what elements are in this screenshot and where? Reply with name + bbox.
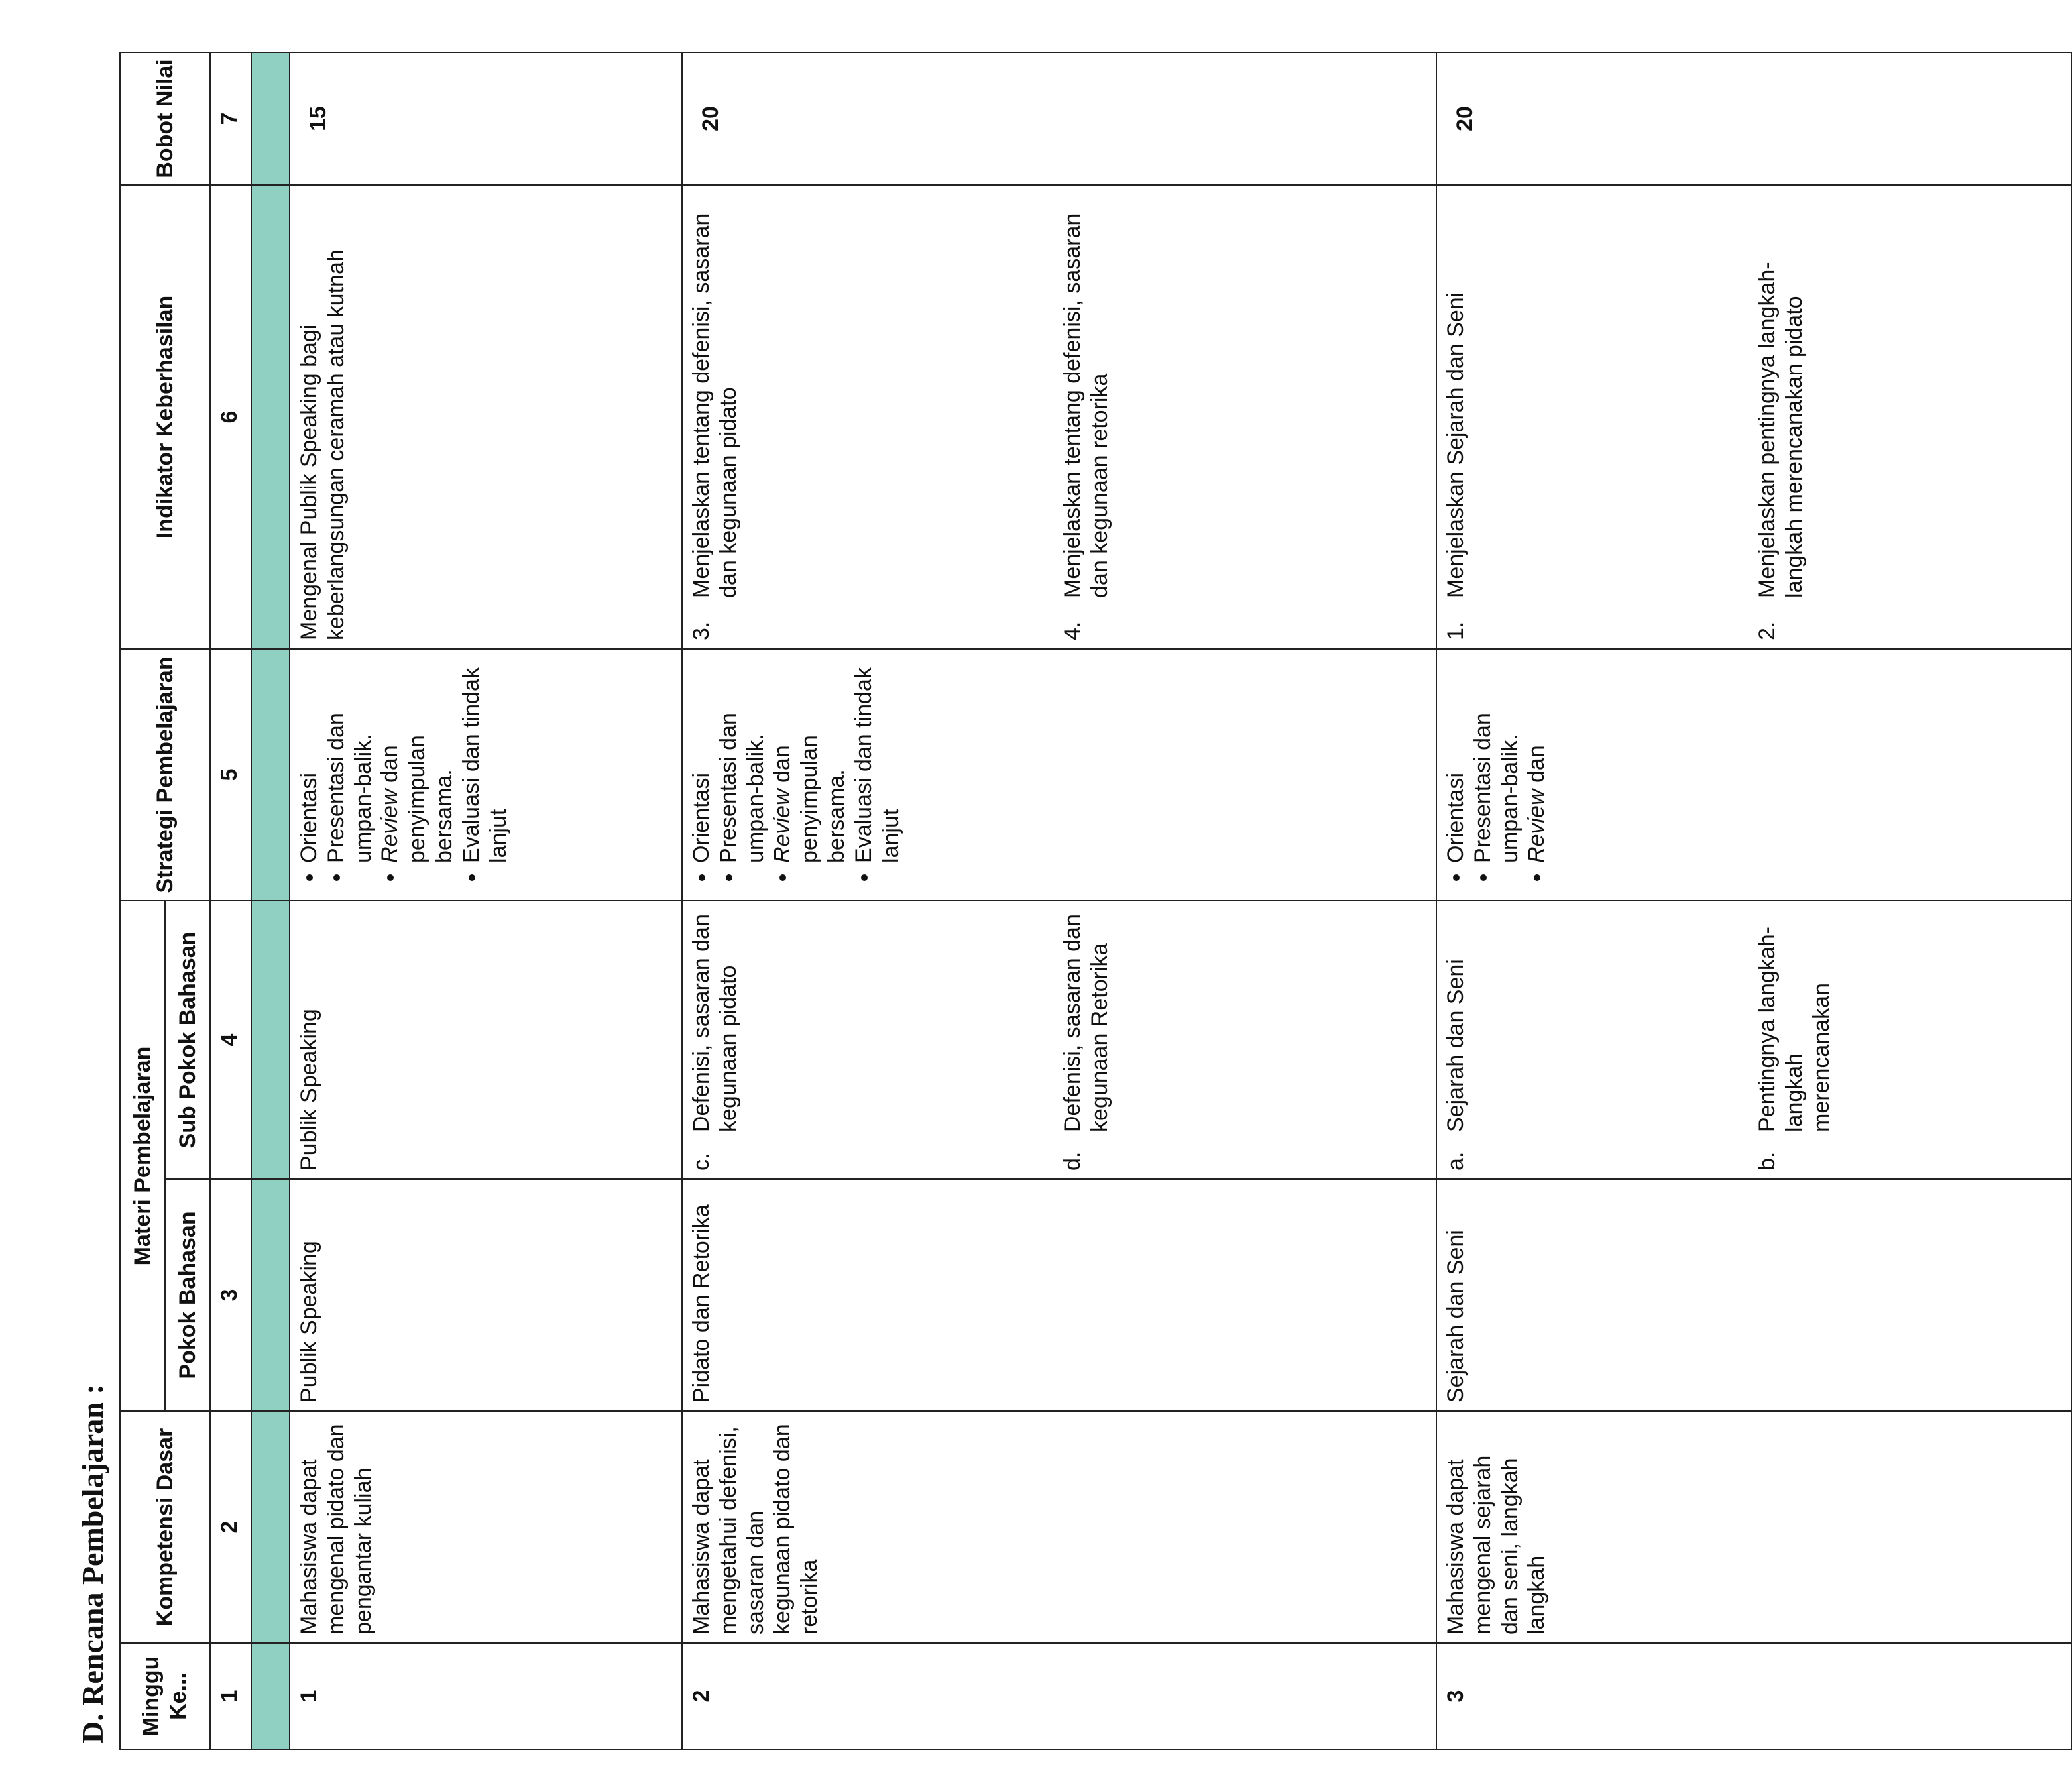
list-item (1442, 194, 1754, 640)
band-cell (251, 1411, 290, 1643)
review-rest: dan penyimpulan bersama. (770, 735, 849, 863)
list-item: • Presentasi dan umpan-balik. (715, 658, 770, 863)
list-marker: 1. (1443, 621, 1468, 640)
cell-strategi (290, 649, 682, 901)
list-text: Sejarah dan Seni (1443, 959, 1468, 1132)
list-text: Defenisi, sasaran dan kegunaan Retorika (1060, 914, 1112, 1132)
list-item (688, 909, 1059, 1171)
list-marker: d. (1060, 1151, 1085, 1171)
indicator-list (1442, 194, 2065, 640)
table-row (1436, 52, 2071, 1749)
list-item (1059, 194, 1430, 640)
column-number: 1 (210, 1643, 251, 1749)
list-item (1523, 658, 1550, 863)
list-text: Defenisi, sasaran dan kegunaan pidato (689, 914, 741, 1132)
cell-minggu: 2 (682, 1643, 1436, 1749)
list-text: Pentingnya langkah-langkah merencanakan (1755, 926, 1834, 1132)
indicator-list (688, 194, 1430, 640)
cell-strategi (1436, 649, 2071, 901)
list-text: Menjelaskan Sejarah dan Seni (1443, 292, 1468, 598)
cell-sub (1436, 901, 2071, 1179)
band-cell (251, 1643, 290, 1749)
band-cell (251, 901, 290, 1179)
list-item (376, 658, 457, 863)
list-item: • Presentasi dan umpan-balik. (1469, 658, 1524, 863)
cell-kompetensi: Mahasiswa dapat mengenal sejarah dan seni, langkah langkah (1436, 1411, 2071, 1643)
list-item: • Orientasi (296, 658, 323, 863)
list-item: • Orientasi (688, 658, 715, 863)
section-heading: D. Rencana Pembelajaran : (76, 1384, 109, 1743)
review-rest: dan penyimpulan bersama. (377, 735, 457, 863)
cell-pokok: Pidato dan Retorika (682, 1179, 1436, 1411)
table-row (682, 52, 1436, 1749)
list-marker: 3. (689, 621, 714, 640)
cell-bobot: 15 (290, 52, 682, 185)
cell-minggu: 1 (290, 1643, 682, 1749)
list-marker: a. (1443, 1151, 1468, 1171)
cell-indikator (682, 185, 1436, 649)
list-item (1754, 194, 2065, 640)
review-word: Review (770, 789, 795, 863)
list-item (1754, 909, 2065, 1171)
strategy-list (296, 658, 512, 892)
strategy-list (1442, 658, 1550, 892)
list-item: • Presentasi dan umpan-balik. (323, 658, 377, 863)
cell-sub: Publik Speaking (290, 901, 682, 1179)
list-item (1059, 909, 1430, 1171)
column-number: 6 (210, 185, 251, 649)
cell-indikator: Mengenal Publik Speaking bagi keberlangsungan ceramah atau kutnah (290, 185, 682, 649)
list-marker: 4. (1060, 621, 1085, 640)
list-item (1442, 909, 1754, 1171)
cell-strategi (682, 649, 1436, 901)
band-cell (251, 1179, 290, 1411)
list-item: • Evaluasi dan tindak lanjut (458, 658, 512, 863)
cell-minggu: 3 (1436, 1643, 2071, 1749)
column-number: 3 (210, 1179, 251, 1411)
header-row (120, 52, 165, 1749)
header-strategi: Strategi Pembelajaran (120, 649, 210, 901)
table-row (290, 52, 682, 1749)
review-word: Review (1524, 789, 1550, 863)
cell-kompetensi: Mahasiswa dapat mengetahui defenisi, sasaran dan kegunaan pidato dan retorika (682, 1411, 1436, 1643)
column-number: 2 (210, 1411, 251, 1643)
list-marker: b. (1755, 1151, 1780, 1171)
header-pokok: Pokok Bahasan (165, 1179, 210, 1411)
list-text: Menjelaskan pentingnya langkah-langkah merencanakan pidato (1755, 262, 1807, 598)
list-item (769, 658, 850, 863)
column-number: 7 (210, 52, 251, 185)
band-cell (251, 185, 290, 649)
sub-list (1442, 909, 2065, 1171)
header-kompetensi: Kompetensi Dasar (120, 1411, 210, 1643)
sub-list (688, 909, 1430, 1171)
header-minggu: Minggu Ke... (120, 1643, 210, 1749)
column-number-row (210, 52, 251, 1749)
cell-indikator (1436, 185, 2071, 649)
header-materi: Materi Pembelajaran (120, 901, 165, 1411)
column-number: 4 (210, 901, 251, 1179)
cell-pokok: Publik Speaking (290, 1179, 682, 1411)
list-item: • Orientasi (1442, 658, 1469, 863)
list-text: Menjelaskan tentang defenisi, sasaran dan kegunaan pidato (689, 213, 741, 598)
header-bobot: Bobot Nilai (120, 52, 210, 185)
header-sub: Sub Pokok Bahasan (165, 901, 210, 1179)
cell-pokok: Sejarah dan Seni (1436, 1179, 2071, 1411)
strategy-list (688, 658, 904, 892)
lesson-plan-table (119, 52, 2072, 1750)
list-marker: c. (689, 1153, 714, 1171)
cell-bobot: 20 (682, 52, 1436, 185)
header-indikator: Indikator Keberhasilan (120, 185, 210, 649)
cell-kompetensi: Mahasiswa dapat mengenal pidato dan pengantar kuliah (290, 1411, 682, 1643)
band-cell (251, 52, 290, 185)
list-item (688, 194, 1059, 640)
list-item: • Evaluasi dan tindak lanjut (850, 658, 905, 863)
list-text: Menjelaskan tentang defenisi, sasaran dan kegunaan retorika (1060, 213, 1112, 598)
list-marker: 2. (1755, 621, 1780, 640)
rotated-document-page (66, 27, 1834, 1750)
cell-bobot: 20 (1436, 52, 2071, 185)
column-number: 5 (210, 649, 251, 901)
review-rest: dan (1524, 745, 1550, 789)
band-cell (251, 649, 290, 901)
cell-sub (682, 901, 1436, 1179)
review-word: Review (377, 789, 403, 863)
highlight-band-row (251, 52, 290, 1749)
